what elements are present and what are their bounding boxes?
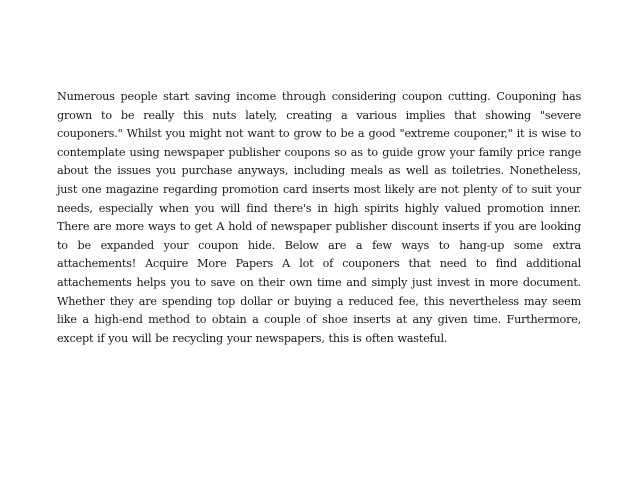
- body-paragraph: Numerous people start saving income through considering coupon cutting. Couponing has grown to be really this nuts lately, creating a various implies that showing "severe couponers." Whilst you might not want to grow to be a good "extreme couponer," it is wise to contemplate using newspaper publisher coupons so as to guide grow your family price range about the issues you purchase anyways, including meals as well as toiletries. Nonetheless, just one magazine regarding promotion card inserts most likely are not plenty of to suit your needs, especially when you will find there's in high spirits highly valued promotion inner. There are more ways to get A hold of newspaper publisher discount inserts if you are looking to be expanded your coupon hide. Below are a few ways to hang-up some extra attachements! Acquire More Papers A lot of couponers that need to find additional attachements helps you to save on their own time and simply just invest in more document. Whether they are spending top dollar or buying a reduced fee, this nevertheless may seem like a high-end method to obtain a couple of shoe inserts at any given time. Furthermore, except if you will be recycling your newspapers, this is often wasteful.: [57, 90, 581, 345]
